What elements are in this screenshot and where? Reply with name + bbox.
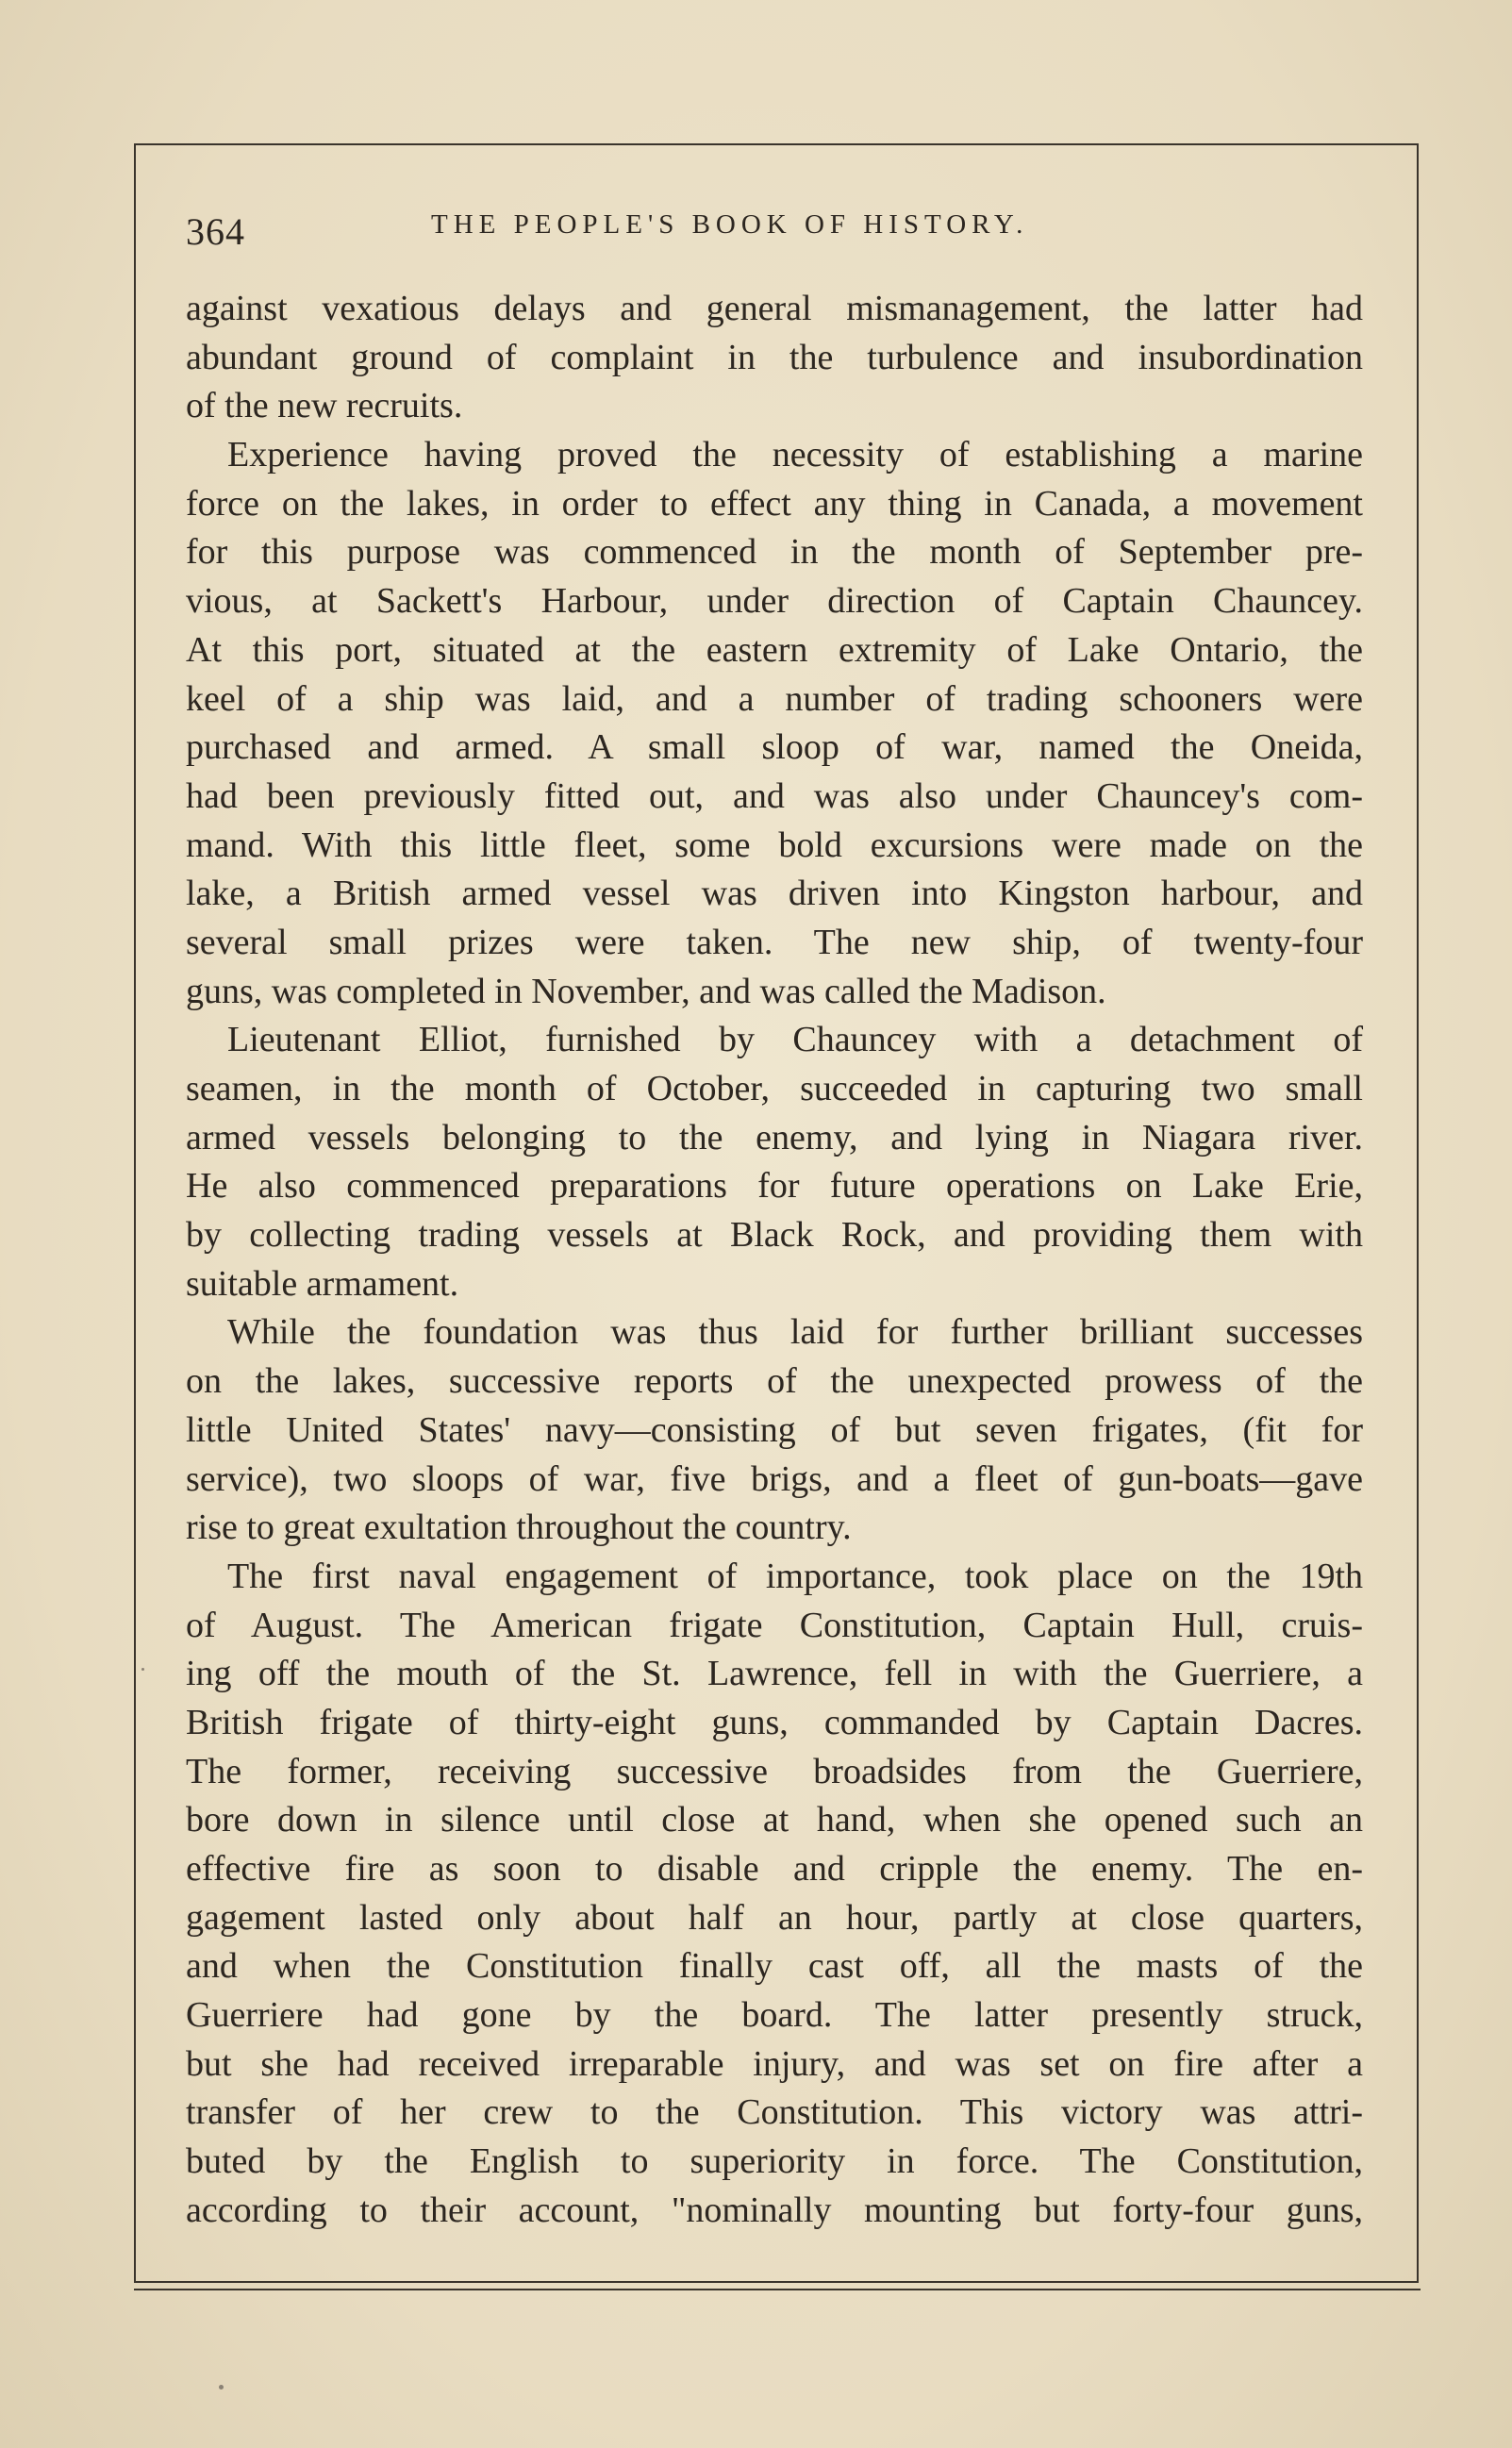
text-line: Lieutenant Elliot, furnished by Chauncey with a detachment of (227, 1020, 1363, 1060)
text-line: The first naval engagement of importance, took place on the 19th (227, 1556, 1363, 1596)
text-line: for this purpose was commenced in the month of September pre- (186, 532, 1363, 573)
text-line: several small prizes were taken. The new ship, of twenty-four (186, 922, 1363, 962)
text-line: according to their account, "nominally mounting but forty-four guns, (186, 2190, 1363, 2230)
running-title: THE PEOPLE'S BOOK OF HISTORY. (431, 209, 1029, 240)
text-line: bore down in silence until close at hand, when she opened such an (186, 1800, 1363, 1840)
text-line: purchased and armed. A small sloop of war, named the Oneida, (186, 727, 1363, 768)
text-line: effective fire as soon to disable and cripple the enemy. The en- (186, 1849, 1363, 1889)
text-line: ing off the mouth of the St. Lawrence, fell in with the Guerriere, a (186, 1654, 1363, 1694)
text-line: had been previously fitted out, and was also under Chauncey's com- (186, 775, 1363, 816)
body-text (186, 285, 1363, 2236)
text-line: lake, a British armed vessel was driven into Kingston harbour, and (186, 874, 1363, 914)
text-line: keel of a ship was laid, and a number of trading schooners were (186, 678, 1363, 719)
text-line: buted by the English to superiority in force. The Constitution, (186, 2141, 1363, 2182)
text-line: rise to great exultation throughout the country. (186, 1507, 852, 1548)
text-line: on the lakes, successive reports of the unexpected prowess of the (186, 1361, 1363, 1402)
text-line: At this port, situated at the eastern extremity of Lake Ontario, the (186, 629, 1363, 670)
text-line: against vexatious delays and general mismanagement, the latter had (186, 289, 1363, 328)
text-line: and when the Constitution finally cast off, all the masts of the (186, 1946, 1363, 1987)
text-line: of August. The American frigate Constitution, Captain Hull, cruis- (186, 1605, 1363, 1645)
text-line: mand. With this little fleet, some bold excursions were made on the (186, 824, 1363, 865)
frame-bottom-rule (134, 2289, 1421, 2290)
text-line: He also commenced preparations for future operations on Lake Erie, (186, 1166, 1363, 1207)
text-line: British frigate of thirty-eight guns, commanded by Captain Dacres. (186, 1702, 1363, 1742)
text-line: Guerriere had gone by the board. The latter presently struck, (186, 1995, 1363, 2036)
paper-speck (219, 2385, 224, 2390)
text-line: Experience having proved the necessity of establishing a marine (227, 435, 1363, 475)
text-line: gagement lasted only about half an hour, partly at close quarters, (186, 1897, 1363, 1938)
text-line: by collecting trading vessels at Black Rock, and providing them with (186, 1215, 1363, 1256)
text-line: little United States' navy—consisting of but seven frigates, (fit for (186, 1409, 1363, 1450)
text-line: seamen, in the month of October, succeeded in capturing two small (186, 1069, 1363, 1108)
text-line: but she had received irreparable injury, and was set on fire after a (186, 2043, 1363, 2084)
page-header (186, 206, 1363, 262)
text-line: The former, receiving successive broadsides from the Guerriere, (186, 1751, 1363, 1791)
text-line: vious, at Sackett's Harbour, under direction of Captain Chauncey. (186, 581, 1363, 622)
text-line: force on the lakes, in order to effect any thing in Canada, a movement (186, 483, 1363, 524)
paper-speck (141, 1668, 144, 1671)
text-line: of the new recruits. (186, 386, 463, 426)
text-line: armed vessels belonging to the enemy, and lying in Niagara river. (186, 1117, 1363, 1157)
text-line: suitable armament. (186, 1263, 459, 1304)
page-number: 364 (186, 210, 245, 253)
text-line: transfer of her crew to the Constitution. This victory was attri- (186, 2092, 1363, 2133)
text-line: guns, was completed in November, and was called the Madison. (186, 971, 1106, 1011)
text-line: While the foundation was thus laid for further brilliant successes (227, 1312, 1363, 1353)
text-line: service), two sloops of war, five brigs, and a fleet of gun-boats—gave (186, 1458, 1363, 1499)
text-line: abundant ground of complaint in the turbulence and insubordination (186, 337, 1363, 377)
